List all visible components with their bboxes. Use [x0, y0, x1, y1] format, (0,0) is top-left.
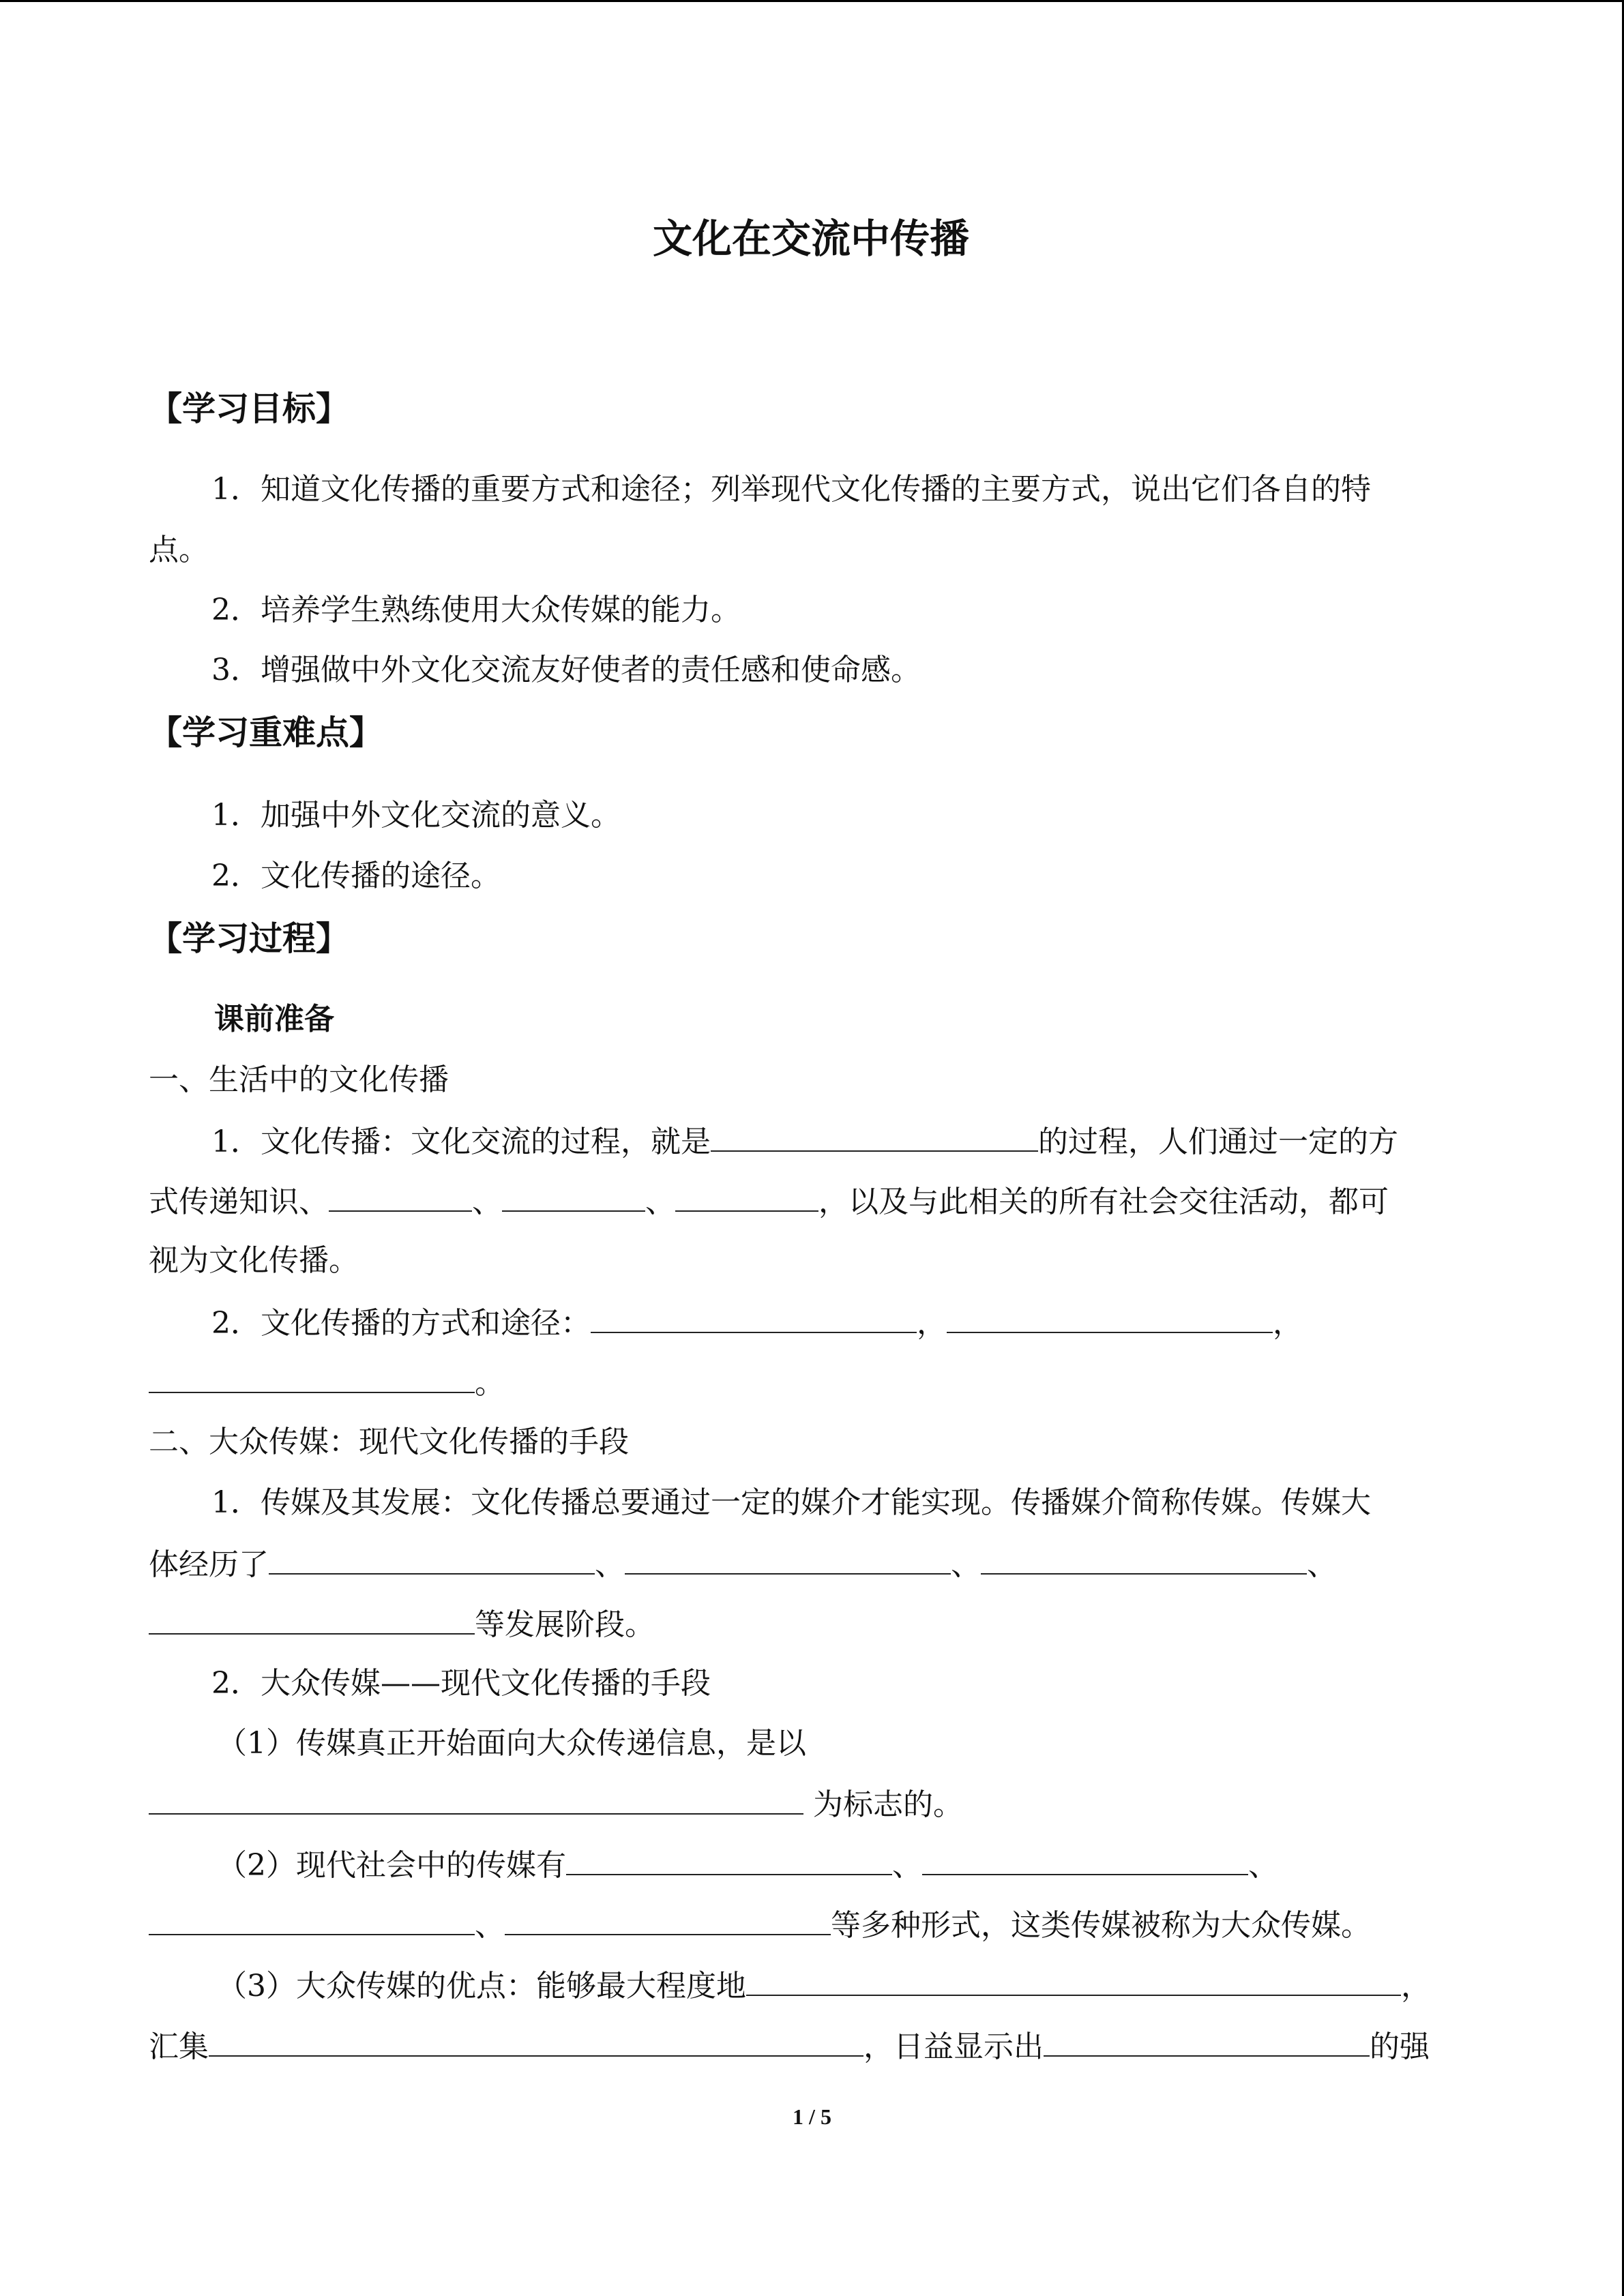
fill-blank[interactable] — [1044, 2025, 1370, 2057]
fill-blank[interactable] — [981, 1543, 1307, 1575]
p1-text-c: 式传递知识、 — [149, 1184, 329, 1219]
fill-blank[interactable] — [149, 1783, 803, 1815]
key-points-heading: 【学习重难点】 — [149, 713, 383, 752]
fill-blank[interactable] — [947, 1302, 1273, 1333]
m1-line1: 1．传媒及其发展：文化传播总要通过一定的媒介才能实现。传播媒介简称传媒。传媒大 — [211, 1485, 1371, 1520]
separator: 、 — [1248, 1848, 1278, 1883]
page-number: 1 / 5 — [793, 2104, 831, 2129]
fill-blank[interactable] — [505, 1904, 831, 1935]
fill-blank[interactable] — [922, 1844, 1248, 1875]
m1-line2 — [149, 1543, 1337, 1585]
fill-blank[interactable] — [566, 1844, 892, 1875]
separator: ， — [1273, 1306, 1303, 1341]
page-top-border — [0, 0, 1624, 2]
p1-text-a: 1．文化传播：文化交流的过程，就是 — [211, 1124, 711, 1159]
p2-line1 — [211, 1302, 1303, 1344]
goal-3: 3．增强做中外文化交流友好使者的责任感和使命感。 — [211, 653, 921, 687]
m1-text-a: 体经历了 — [149, 1547, 269, 1582]
fill-blank[interactable] — [711, 1120, 1038, 1152]
separator: 、 — [472, 1184, 502, 1219]
fill-blank[interactable] — [209, 2025, 863, 2057]
p1-line2 — [149, 1180, 1389, 1223]
separator: 、 — [595, 1547, 625, 1582]
m2-sub2-line2 — [149, 1904, 1371, 1946]
key-point-1: 1．加强中外文化交流的意义。 — [211, 798, 621, 833]
m2-sub3-text-c: ，日益显示出 — [863, 2029, 1044, 2064]
m2-sub3-line1 — [217, 1965, 1431, 2007]
p1-line1 — [211, 1120, 1398, 1163]
fill-blank[interactable] — [329, 1180, 472, 1212]
fill-blank[interactable] — [675, 1180, 818, 1212]
fill-blank[interactable] — [502, 1180, 645, 1212]
m2-sub2-text-a: （2）现代社会中的传媒有 — [217, 1848, 566, 1883]
fill-blank[interactable] — [269, 1543, 595, 1575]
fill-blank[interactable] — [149, 1603, 475, 1635]
p1-line3: 视为文化传播。 — [149, 1243, 359, 1278]
m1-line3 — [149, 1603, 655, 1645]
fill-blank[interactable] — [591, 1302, 917, 1333]
m2-sub3-line2 — [149, 2025, 1430, 2068]
m2-line1: 2．大众传媒——现代文化传播的手段 — [211, 1666, 711, 1701]
process-heading: 【学习过程】 — [149, 919, 350, 958]
separator: 、 — [951, 1547, 981, 1582]
fill-blank[interactable] — [746, 1965, 1401, 1996]
key-point-2: 2．文化传播的途径。 — [211, 859, 501, 893]
goal-1-cont: 点。 — [149, 533, 209, 567]
fill-blank[interactable] — [149, 1362, 475, 1393]
m2-sub3-text-d: 的强 — [1370, 2029, 1430, 2064]
separator: 、 — [1307, 1547, 1337, 1582]
page-title: 文化在交流中传播 — [652, 215, 969, 262]
goal-1: 1．知道文化传播的重要方式和途径；列举现代文化传播的主要方式，说出它们各自的特 — [211, 472, 1371, 507]
prep-heading: 课前准备 — [214, 1002, 334, 1037]
m2-sub3-text-a: （3）大众传媒的优点：能够最大程度地 — [217, 1969, 746, 2003]
p2-text-a: 2．文化传播的方式和途径： — [211, 1306, 591, 1341]
separator: 、 — [892, 1848, 922, 1883]
separator: ， — [917, 1306, 947, 1341]
fill-blank[interactable] — [149, 1904, 475, 1935]
p1-text-b: 的过程，人们通过一定的方 — [1038, 1124, 1398, 1159]
m2-sub2-line1 — [217, 1844, 1278, 1886]
m2-sub1-line2 — [149, 1783, 963, 1825]
separator: 、 — [475, 1908, 505, 1943]
m2-sub1-line1: （1）传媒真正开始面向大众传递信息，是以 — [217, 1726, 806, 1761]
separator: 、 — [645, 1184, 675, 1219]
separator: ， — [1401, 1969, 1431, 2003]
goal-2: 2．培养学生熟练使用大众传媒的能力。 — [211, 593, 741, 627]
m2-sub3-text-b: 汇集 — [149, 2029, 209, 2064]
goals-heading: 【学习目标】 — [149, 389, 350, 428]
part1-heading: 一、生活中的文化传播 — [149, 1062, 449, 1097]
fill-blank[interactable] — [625, 1543, 951, 1575]
m2-sub1-text-end: 为标志的。 — [813, 1787, 963, 1822]
m2-sub2-text-end: 等多种形式，这类传媒被称为大众传媒。 — [831, 1908, 1371, 1943]
p2-line2 — [149, 1362, 505, 1404]
part2-heading: 二、大众传媒：现代文化传播的手段 — [149, 1425, 629, 1459]
period: 。 — [475, 1366, 505, 1401]
p1-text-d: ，以及与此相关的所有社会交往活动，都可 — [818, 1184, 1389, 1219]
m1-text-end: 等发展阶段。 — [475, 1607, 655, 1642]
